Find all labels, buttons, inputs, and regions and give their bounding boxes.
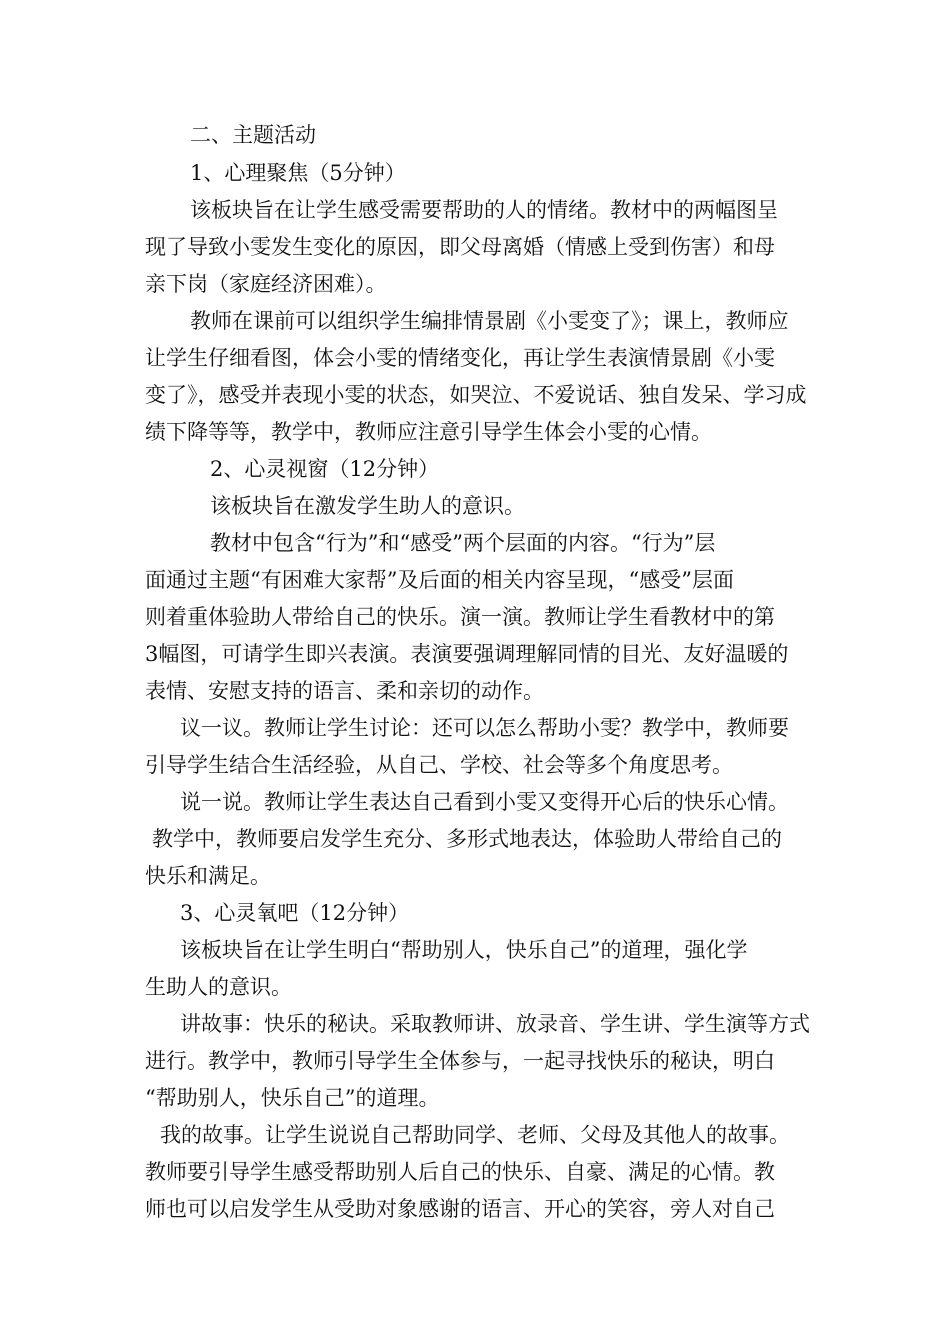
subsection-heading-1: 1、心理聚焦（5分钟） (190, 161, 406, 185)
paragraph-line: 让学生仔细看图，体会小雯的情绪变化，再让学生表演情景剧《小雯 (145, 346, 775, 370)
paragraph-line: 变了》，感受并表现小雯的状态，如哭泣、不爱说话、独自发呆、学习成 (145, 383, 807, 407)
paragraph-line: 引导学生结合生活经验，从自己、学校、社会等多个角度思考。 (145, 753, 733, 777)
paragraph-line: 绩下降等等，教学中，教师应注意引导学生体会小雯的心情。 (145, 420, 712, 444)
paragraph-line: “帮助别人，快乐自己”的道理。 (145, 1086, 440, 1110)
paragraph-line: 3幅图，可请学生即兴表演。表演要强调理解同情的目光、友好温暖的 (145, 642, 789, 666)
paragraph-line: 教师要引导学生感受帮助别人后自己的快乐、自豪、满足的心情。教 (145, 1160, 775, 1184)
paragraph-line: 教学中，教师要启发学生充分、多形式地表达，体验助人带给自己的 (152, 827, 782, 851)
paragraph-line: 该板块旨在让学生感受需要帮助的人的情绪。教材中的两幅图呈 (190, 198, 778, 222)
section-heading: 二、主题活动 (190, 123, 316, 147)
paragraph-line: 生助人的意识。 (145, 975, 292, 999)
paragraph-line: 亲下岗（家庭经济困难）。 (145, 272, 387, 296)
paragraph-line: 该板块旨在让学生明白“帮助别人，快乐自己”的道理，强化学 (180, 938, 748, 962)
subsection-heading-3: 3、心灵氧吧（12分钟） (180, 901, 410, 925)
paragraph-line: 教材中包含“行为”和“感受”两个层面的内容。“行为”层 (210, 531, 716, 555)
paragraph-line: 快乐和满足。 (145, 864, 271, 888)
paragraph-line: 说一说。教师让学生表达自己看到小雯又变得开心后的快乐心情。 (180, 790, 789, 814)
paragraph-line: 现了导致小雯发生变化的原因，即父母离婚（情感上受到伤害）和母 (145, 235, 775, 259)
paragraph-line: 面通过主题“有困难大家帮”及后面的相关内容呈现，“感受”层面 (145, 568, 734, 592)
paragraph-line: 我的故事。让学生说说自己帮助同学、老师、父母及其他人的故事。 (160, 1123, 790, 1147)
paragraph-line: 进行。教学中，教师引导学生全体参与，一起寻找快乐的秘诀，明白 (145, 1049, 775, 1073)
paragraph-line: 表情、安慰支持的语言、柔和亲切的动作。 (145, 679, 544, 703)
paragraph-line: 则着重体验助人带给自己的快乐。演一演。教师让学生看教材中的第 (145, 605, 775, 629)
paragraph-line: 该板块旨在激发学生助人的意识。 (210, 494, 525, 518)
paragraph-line: 师也可以启发学生从受助对象感谢的语言、开心的笑容，旁人对自己 (145, 1197, 775, 1221)
subsection-heading-2: 2、心灵视窗（12分钟） (210, 457, 440, 481)
paragraph-line: 教师在课前可以组织学生编排情景剧《小雯变了》；课上，教师应 (190, 309, 789, 333)
paragraph-line: 议一议。教师让学生讨论：还可以怎么帮助小雯？教学中，教师要 (180, 716, 789, 740)
paragraph-line: 讲故事：快乐的秘诀。采取教师讲、放录音、学生讲、学生演等方式 (180, 1012, 810, 1036)
